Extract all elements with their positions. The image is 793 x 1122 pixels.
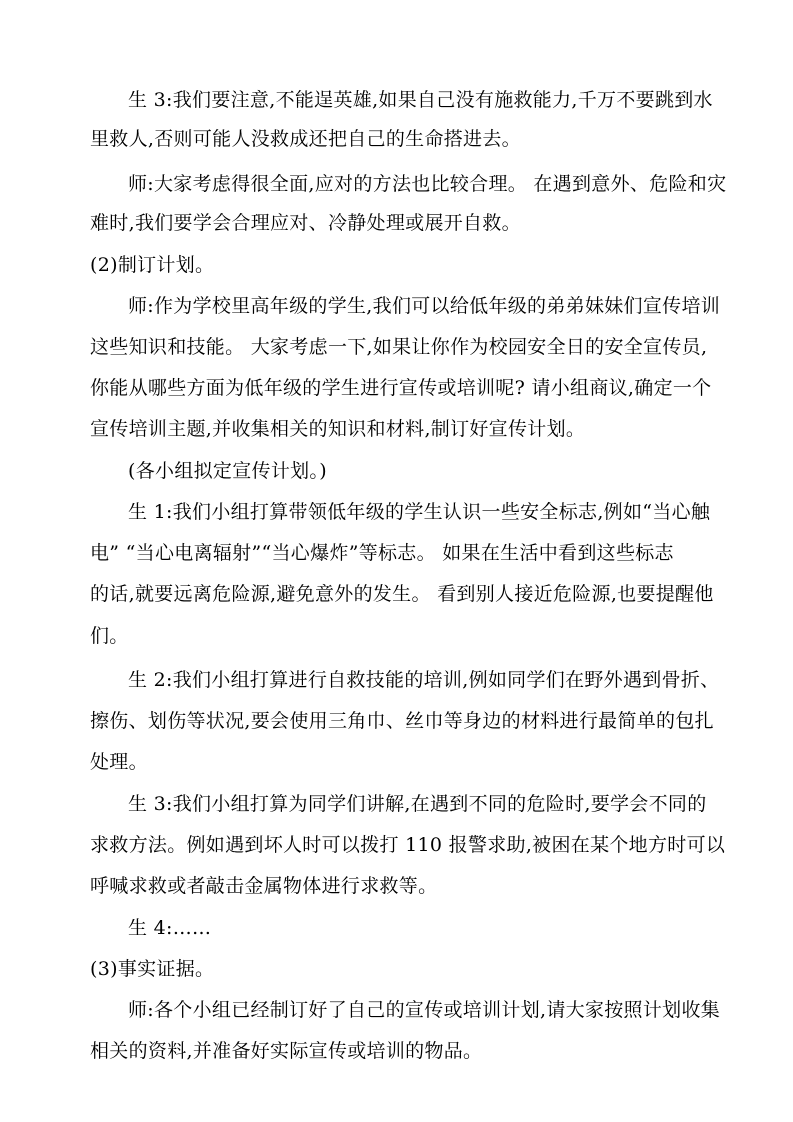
text-line: 生 1:我们小组打算带领低年级的学生认识一些安全标志,例如“当心触 bbox=[128, 501, 711, 523]
text-line: 呼喊求救或者敲击金属物体进行求救等。 bbox=[90, 875, 438, 897]
text-line: 相关的资料,并准备好实际宣传或培训的物品。 bbox=[90, 1040, 483, 1062]
text-line: 你能从哪些方面为低年级的学生进行宣传或培训呢? 请小组商议,确定一个 bbox=[90, 377, 712, 399]
text-line: (各小组拟定宣传计划。) bbox=[128, 460, 327, 482]
text-line: 宣传培训主题,并收集相关的知识和材料,制订好宣传计划。 bbox=[90, 418, 586, 440]
text-line: 处理。 bbox=[90, 751, 148, 773]
text-line: 难时,我们要学会合理应对、冷静处理或展开自救。 bbox=[90, 212, 521, 234]
text-line: 电” “当心电离辐射”“当心爆炸”等标志。 如果在生活中看到这些标志 bbox=[90, 542, 674, 564]
text-line: 里救人,否则可能人没救成还把自己的生命搭进去。 bbox=[90, 128, 521, 150]
text-line: 生 2:我们小组打算进行自救技能的培训,例如同学们在野外遇到骨折、 bbox=[128, 669, 720, 691]
section-heading: (3)事实证据。 bbox=[90, 958, 215, 980]
text-line: 这些知识和技能。 大家考虑一下,如果让你作为校园安全日的安全宣传员, bbox=[90, 336, 708, 358]
text-line: 的话,就要远离危险源,避免意外的发生。 看到别人接近危险源,也要提醒他 bbox=[90, 583, 714, 605]
text-line: 们。 bbox=[90, 625, 129, 647]
text-line: 求救方法。例如遇到坏人时可以拨打 110 报警求助,被困在某个地方时可以 bbox=[90, 834, 726, 856]
text-line: 师:各个小组已经制订好了自己的宣传或培训计划,请大家按照计划收集 bbox=[128, 999, 721, 1021]
section-heading: (2)制订计划。 bbox=[90, 254, 215, 276]
text-line: 生 3:我们要注意,不能逞英雄,如果自己没有施救能力,千万不要跳到水 bbox=[128, 89, 713, 111]
text-line: 擦伤、划伤等状况,要会使用三角巾、丝巾等身边的材料进行最简单的包扎 bbox=[90, 710, 714, 732]
text-line: 师:大家考虑得很全面,应对的方法也比较合理。 在遇到意外、危险和灾 bbox=[128, 173, 727, 195]
text-line: 生 4:…… bbox=[128, 917, 212, 939]
text-line: 生 3:我们小组打算为同学们讲解,在遇到不同的危险时,要学会不同的 bbox=[128, 793, 707, 815]
text-line: 师:作为学校里高年级的学生,我们可以给低年级的弟弟妹妹们宣传培训 bbox=[128, 295, 721, 317]
